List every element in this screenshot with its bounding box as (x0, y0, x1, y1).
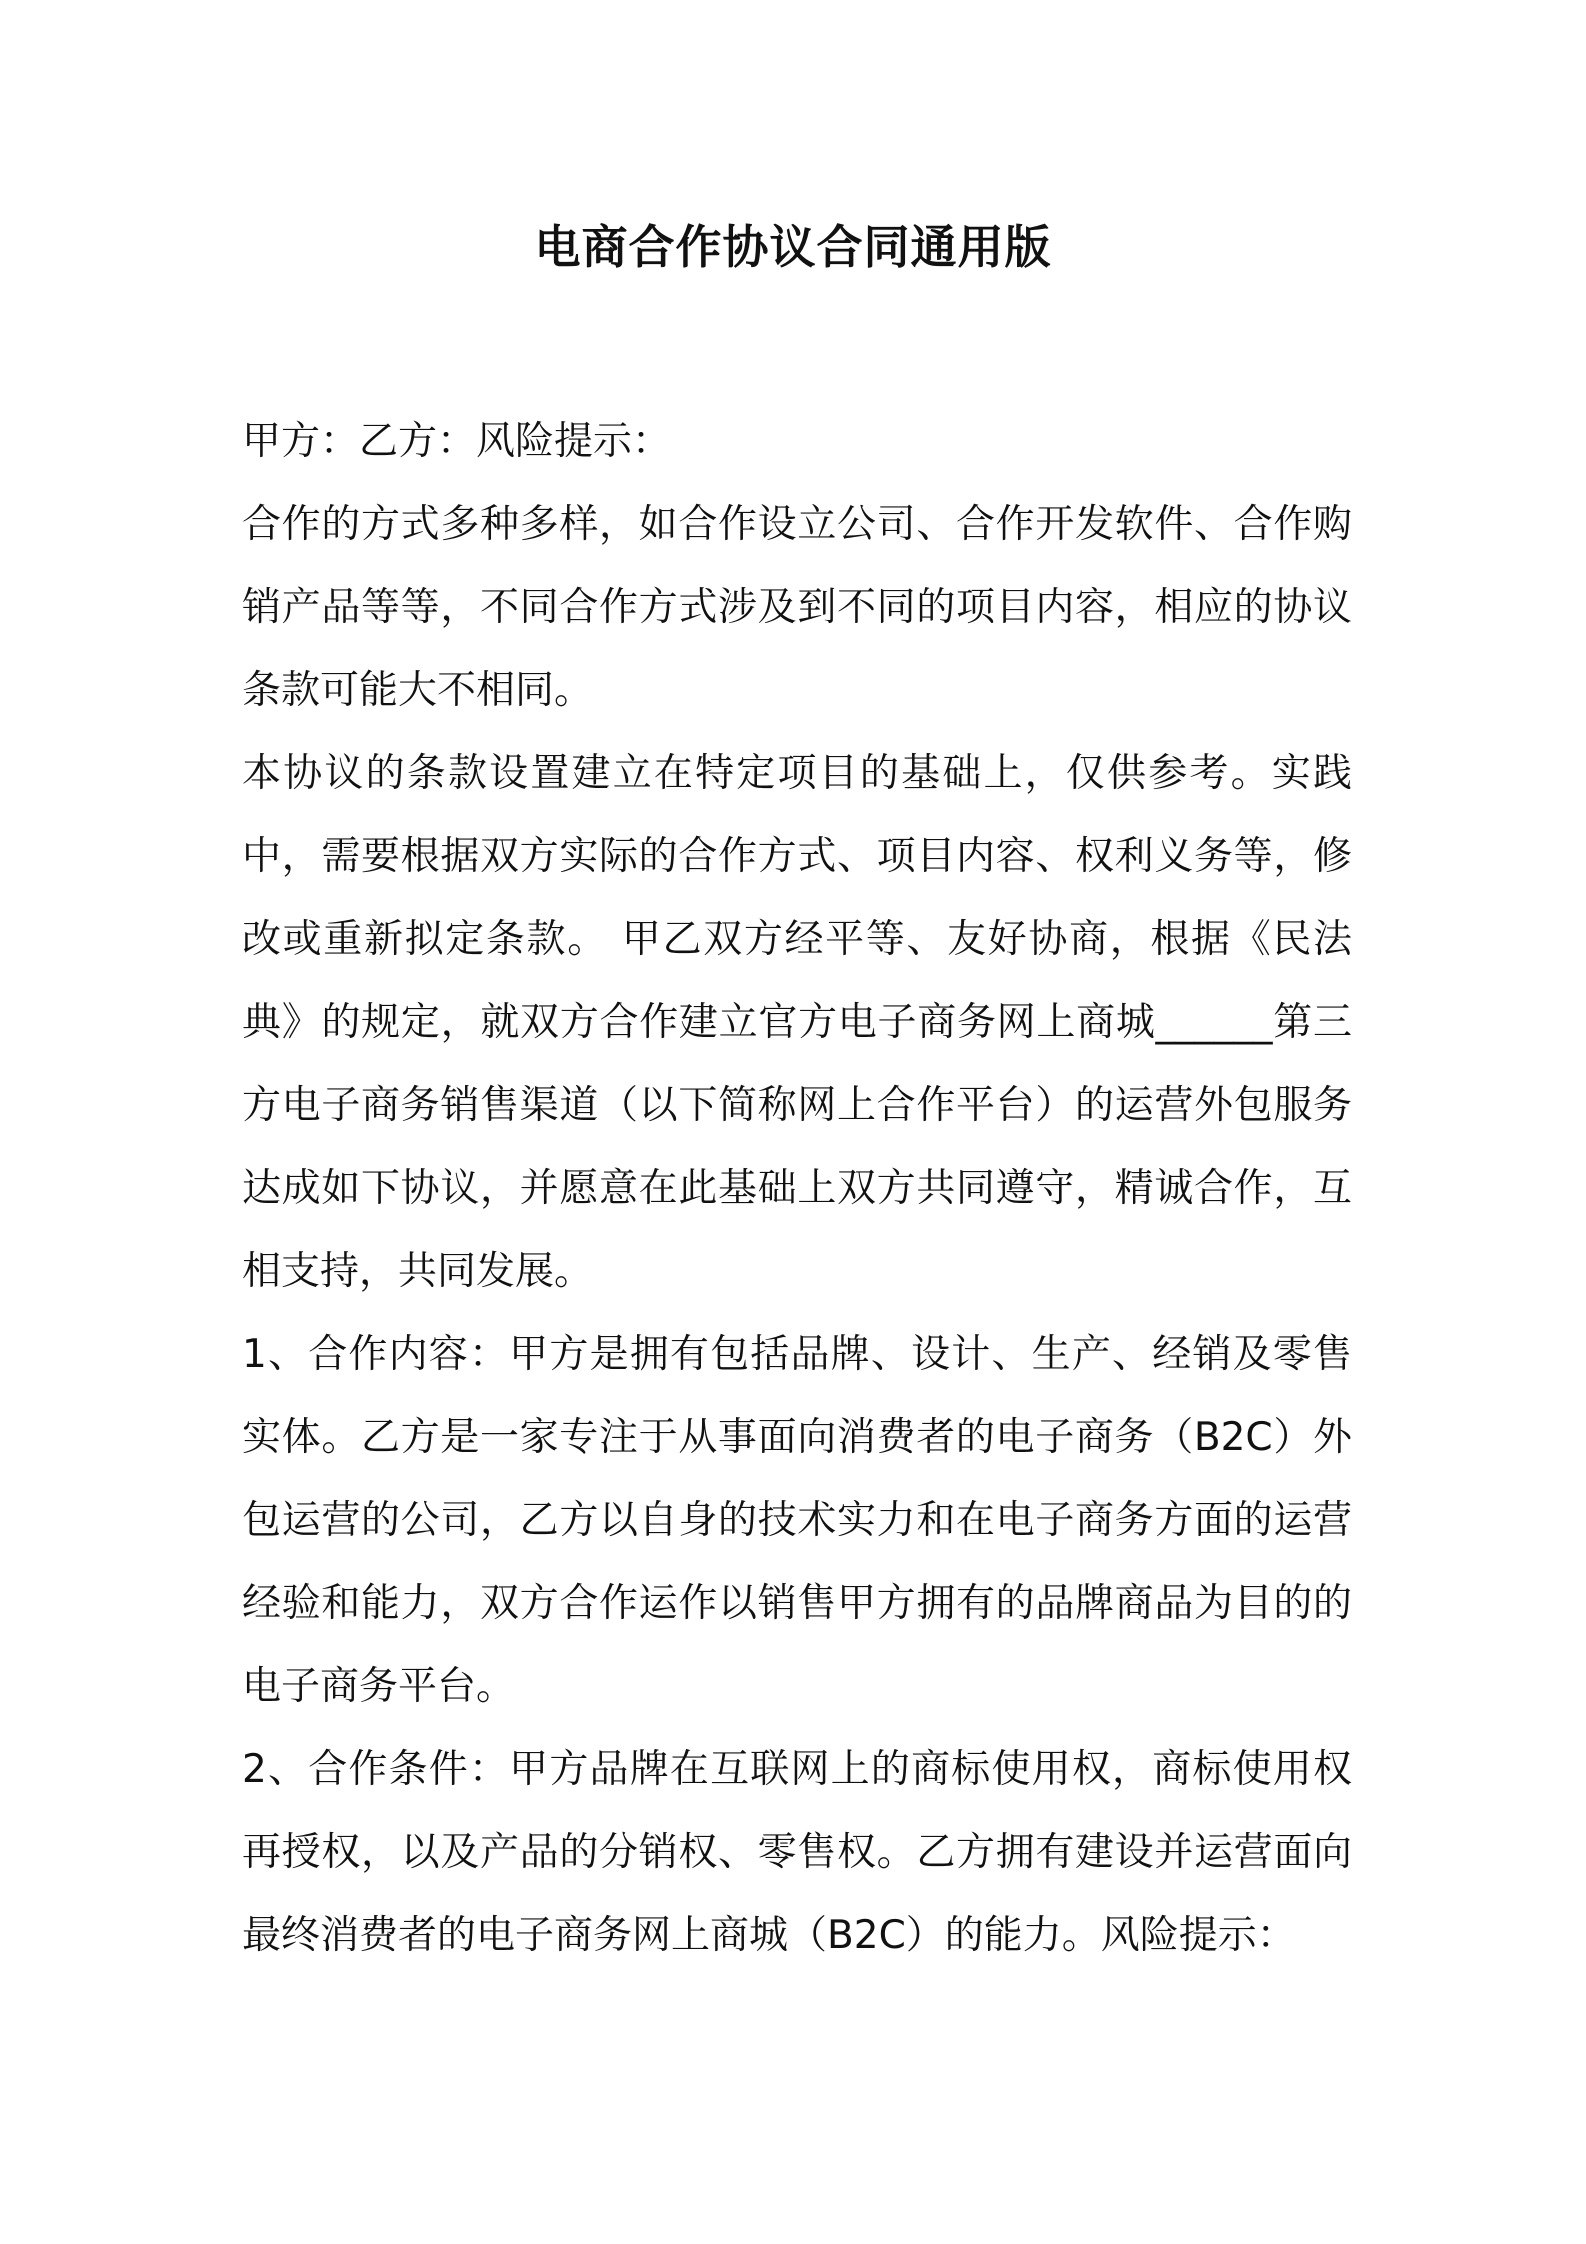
agreement-basis-paragraph: 本协议的条款设置建立在特定项目的基础上，仅供参考。实践中，需要根据双方实际的合作方式、项目内容、权利义务等，修改或重新拟定条款。 甲乙双方经平等、友好协商，根据《民法典》的规定，就双方合作建立官方电子商务网上商城______第三方电子商务销售渠道（以下简称网上合作平台）的运营外包服务达成如下协议，并愿意在此基础上双方共同遵守，精诚合作，互相支持，共同发展。 (242, 751, 1352, 1294)
parties-line: 甲方：乙方：风险提示： (242, 419, 672, 464)
clause-2-cooperation-conditions: 2、合作条件：甲方品牌在互联网上的商标使用权，商标使用权再授权，以及产品的分销权、零售权。乙方拥有建设并运营面向最终消费者的电子商务网上商城（B2C）的能力。风险提示： (242, 1747, 1352, 1958)
document-title: 电商合作协议合同通用版 (534, 220, 1052, 274)
cooperation-methods-paragraph: 合作的方式多种多样，如合作设立公司、合作开发软件、合作购销产品等等，不同合作方式涉及到不同的项目内容，相应的协议条款可能大不相同。 (242, 502, 1352, 713)
clause-1-cooperation-content: 1、合作内容：甲方是拥有包括品牌、设计、生产、经销及零售实体。乙方是一家专注于从事面向消费者的电子商务（B2C）外包运营的公司，乙方以自身的技术实力和在电子商务方面的运营经验和能力，双方合作运作以销售甲方拥有的品牌商品为目的的电子商务平台。 (242, 1332, 1352, 1709)
document-body (242, 400, 1352, 1977)
